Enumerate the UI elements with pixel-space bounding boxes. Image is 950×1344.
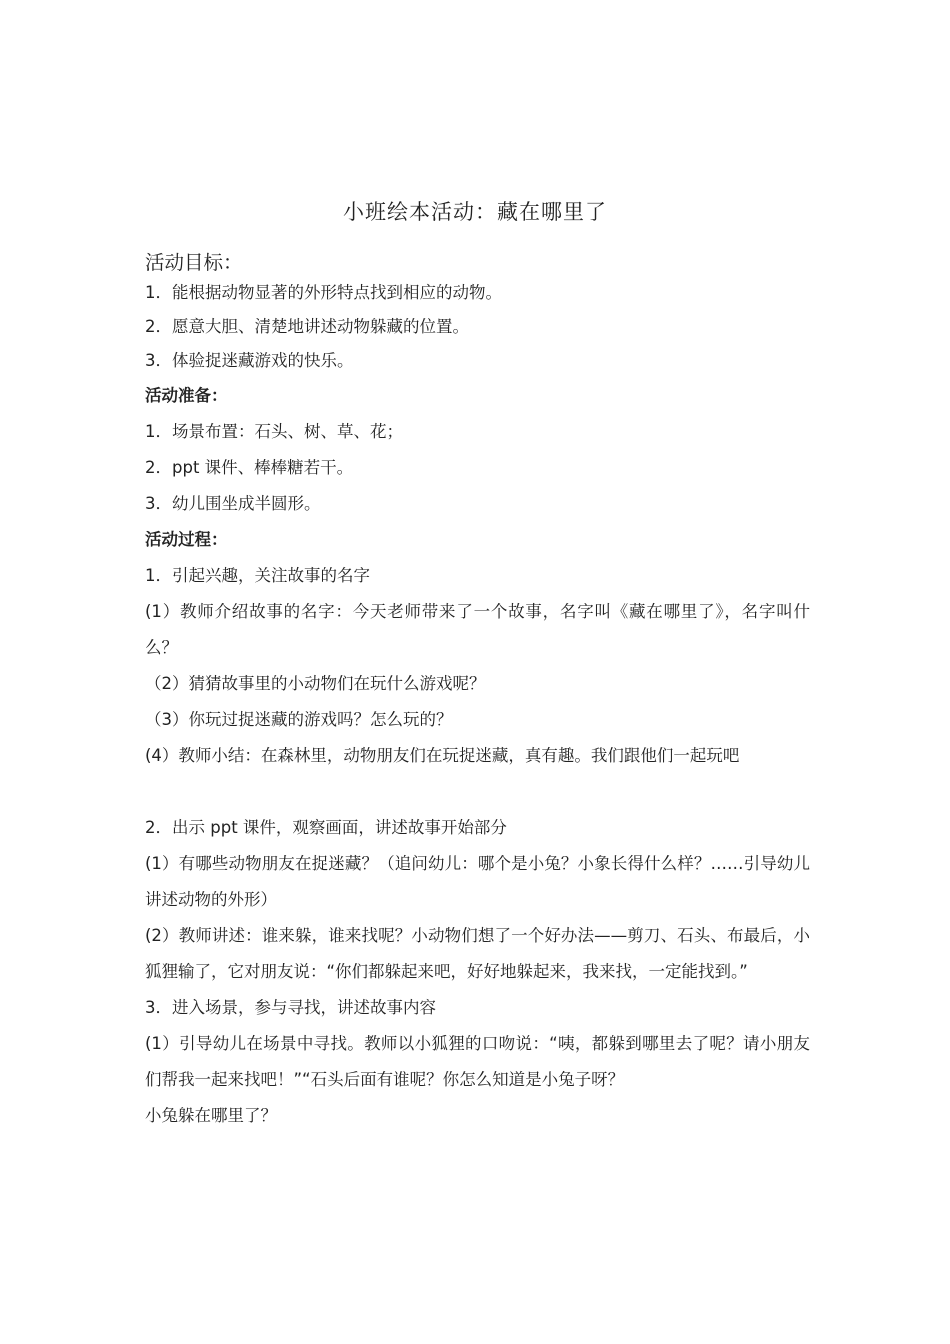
step1-summary: (4）教师小结：在森林里，动物朋友们在玩捉迷藏，真有趣。我们跟他们一起玩吧 [145, 746, 740, 765]
prep-item: 1．场景布置：石头、树、草、花； [145, 422, 403, 441]
step3-title: 3．进入场景，参与寻找，讲述故事内容 [145, 998, 436, 1017]
process-heading: 活动过程： [145, 530, 228, 549]
goal-item: 2．愿意大胆、清楚地讲述动物躲藏的位置。 [145, 317, 469, 336]
step1-question-3: （3）你玩过捉迷藏的游戏吗？怎么玩的？ [145, 710, 453, 729]
step1-title: 1．引起兴趣，关注故事的名字 [145, 566, 370, 585]
step1-question-2: （2）猜猜故事里的小动物们在玩什么游戏呢？ [145, 674, 486, 693]
prep-heading: 活动准备： [145, 386, 228, 405]
goal-item: 3．体验捉迷藏游戏的快乐。 [145, 351, 354, 370]
goal-item: 1．能根据动物显著的外形特点找到相应的动物。 [145, 283, 502, 302]
step2-question-1: (1）有哪些动物朋友在捉迷藏？（追问幼儿：哪个是小兔？小象长得什么样？……引导幼儿讲述动物的外形） [145, 854, 810, 909]
document-title: 小班绘本活动：藏在哪里了 [343, 200, 607, 224]
step2-narration: (2）教师讲述：谁来躲，谁来找呢？小动物们想了一个好办法——剪刀、石头、布最后，小狐狸输了，它对朋友说：“你们都躲起来吧，好好地躲起来，我来找，一定能找到。” [145, 926, 810, 981]
prep-item: 3．幼儿围坐成半圆形。 [145, 494, 321, 513]
document-body [145, 250, 810, 1134]
step3-question-1-continued: 小兔躲在哪里了？ [145, 1106, 277, 1125]
step2-title: 2．出示 ppt 课件，观察画面，讲述故事开始部分 [145, 818, 507, 837]
step3-question-1: (1）引导幼儿在场景中寻找。教师以小狐狸的口吻说：“咦，都躲到哪里去了呢？请小朋友们帮我一起来找吧！”“石头后面有谁呢？你怎么知道是小兔子呀？ [145, 1034, 810, 1089]
goals-heading: 活动目标： [145, 251, 243, 274]
blank-line [145, 774, 810, 810]
prep-item: 2．ppt 课件、棒棒糖若干。 [145, 458, 354, 477]
step1-question-1: (1）教师介绍故事的名字：今天老师带来了一个故事，名字叫《藏在哪里了》，名字叫什么？ [145, 602, 810, 657]
